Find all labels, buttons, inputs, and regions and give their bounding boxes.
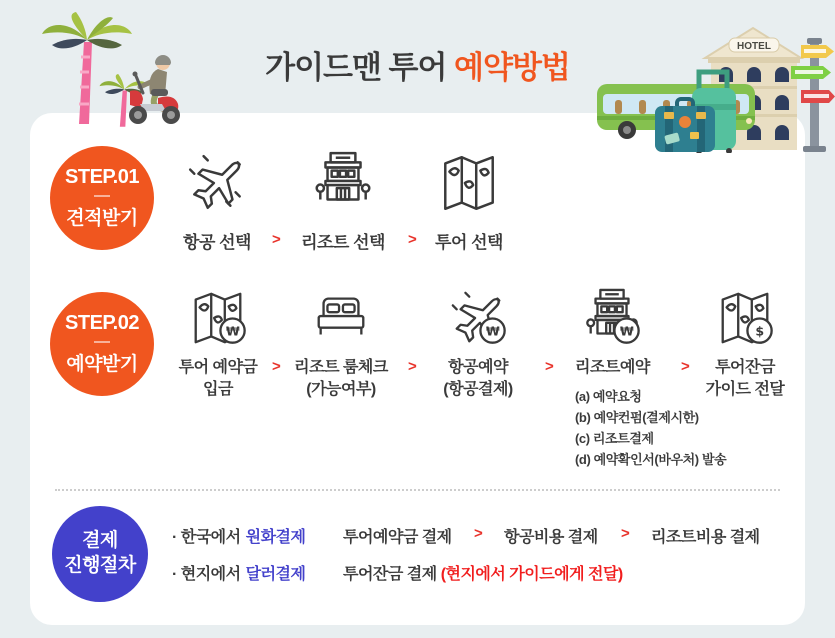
step2-item-resort-booking-label: 리조트예약 <box>575 359 650 376</box>
payment-row1-prefix: · 한국에서 <box>172 529 241 546</box>
step1-badge <box>50 146 154 250</box>
payment-row2-red-note: (현지에서 가이드에게 전달) <box>440 566 623 583</box>
airplane-won-icon <box>447 287 509 349</box>
svg-text:₩: ₩ <box>485 323 500 339</box>
svg-text:$: $ <box>755 323 764 339</box>
step2-item-flight-booking-label2: (항공결제) <box>443 381 513 398</box>
payment-row1-highlight: 원화결제 <box>245 529 306 546</box>
step2-item-roomcheck-label: 리조트 룸체크 <box>294 359 388 376</box>
step2-item-balance-label: 투어잔금 <box>715 359 775 376</box>
resort-won-icon <box>581 287 643 349</box>
sublist-item: (c) 리조트결제 <box>575 431 654 446</box>
palm-scooter-illustration <box>32 12 182 127</box>
payment-row2-text: 투어잔금 결제 <box>343 566 437 583</box>
step1-badge-number: STEP.01 <box>65 166 139 188</box>
payment-row2-prefix: · 현지에서 <box>172 566 241 583</box>
step1-item-resort <box>278 150 408 253</box>
hotel-sign-label: HOTEL <box>737 41 771 52</box>
step1-item-tour <box>404 150 534 253</box>
payment-flow-step2: 항공비용 결제 <box>504 529 598 546</box>
step2-badge-label: 예약받기 <box>66 354 138 375</box>
palm-tree-large-icon <box>42 12 132 124</box>
title-highlight: 예약방법 <box>454 50 570 85</box>
chevron-right-icon: > <box>545 358 554 375</box>
payment-badge-line2: 진행절차 <box>64 555 136 576</box>
payment-row2-currency <box>172 561 305 584</box>
badge-divider <box>94 195 110 197</box>
payment-row1-currency <box>172 524 305 547</box>
chevron-right-icon: > <box>272 231 281 248</box>
chevron-right-icon: > <box>408 358 417 375</box>
sublist-item: (b) 예약컨펌(결제시한) <box>575 410 699 425</box>
title-text: 가이드맨 투어 <box>265 50 455 85</box>
bed-icon <box>310 287 372 349</box>
payment-flow-step3: 리조트비용 결제 <box>651 529 760 546</box>
step2-item-deposit <box>153 287 283 401</box>
step1-item-flight-label: 항공 선택 <box>183 233 251 252</box>
step1-badge-label: 견적받기 <box>66 208 138 229</box>
tour-map-icon <box>436 150 502 216</box>
step2-item-deposit-label2: 입금 <box>203 381 233 398</box>
step2-item-flight-booking <box>413 287 543 401</box>
step2-item-roomcheck <box>276 287 406 401</box>
resort-building-icon <box>310 150 376 216</box>
step2-item-balance <box>680 287 810 401</box>
payment-flow-step1: 투어예약금 결제 <box>343 529 452 546</box>
step1-item-resort-label: 리조트 선택 <box>301 233 385 252</box>
sublist-item: (d) 예약확인서(바우처) 발송 <box>575 452 727 467</box>
payment-badge <box>52 506 148 602</box>
chevron-right-icon: > <box>681 358 690 375</box>
step2-item-deposit-label: 투어 예약금 <box>178 359 258 376</box>
step2-item-balance-label2: 가이드 전달 <box>705 381 785 398</box>
sublist-item: (a) 예약요청 <box>575 389 642 404</box>
payment-row2-balance <box>343 561 623 584</box>
airplane-icon <box>184 150 250 216</box>
hotel-bus-luggage-illustration <box>595 18 835 153</box>
payment-row2-highlight: 달러결제 <box>245 566 306 583</box>
step2-badge <box>50 292 154 396</box>
map-dollar-icon <box>714 287 776 349</box>
svg-text:₩: ₩ <box>619 323 634 339</box>
map-won-icon <box>187 287 249 349</box>
step2-item-flight-booking-label: 항공예약 <box>448 359 508 376</box>
chevron-right-icon: > <box>474 525 483 542</box>
step1-item-tour-label: 투어 선택 <box>435 233 503 252</box>
dotted-divider <box>55 489 780 491</box>
step2-item-roomcheck-label2: (가능여부) <box>306 381 376 398</box>
step2-badge-number: STEP.02 <box>65 312 139 334</box>
chevron-right-icon: > <box>408 231 417 248</box>
svg-text:₩: ₩ <box>225 323 240 339</box>
step1-item-flight <box>152 150 282 253</box>
payment-badge-line1: 결제 <box>82 530 118 552</box>
chevron-right-icon: > <box>272 358 281 375</box>
chevron-right-icon: > <box>621 525 630 542</box>
badge-divider <box>94 341 110 343</box>
